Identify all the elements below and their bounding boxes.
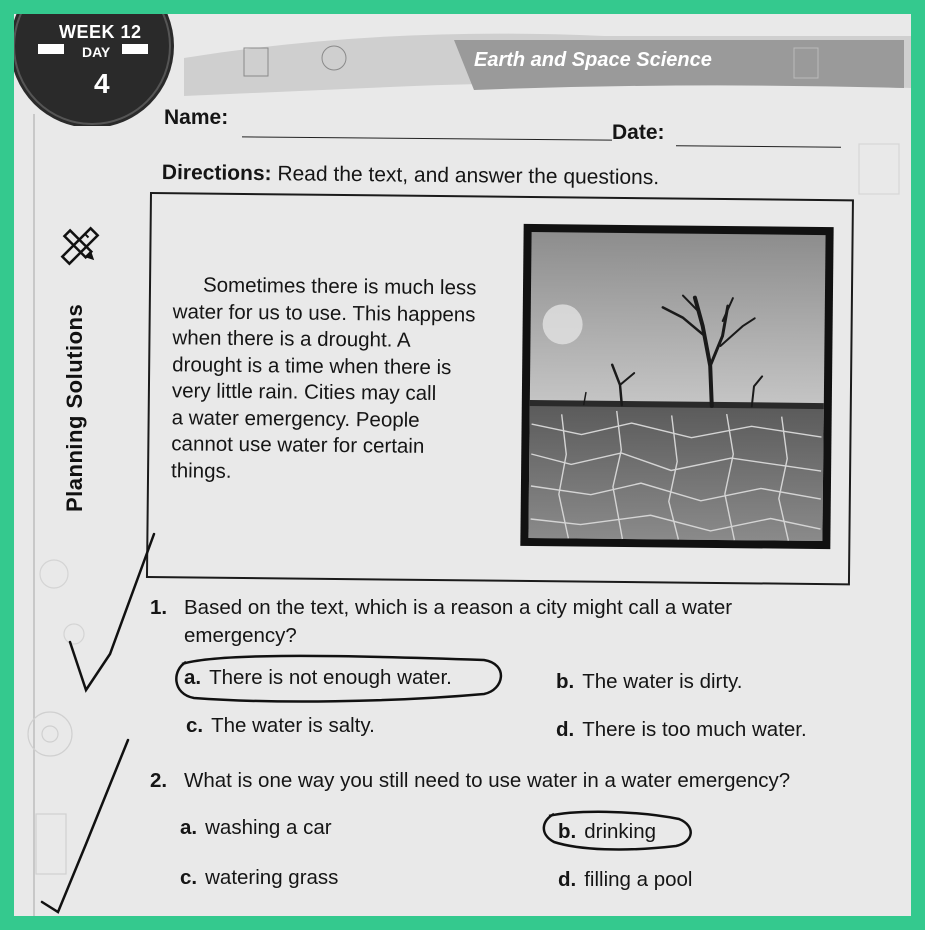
passage-line: drought is a time when there is bbox=[172, 352, 452, 379]
question-number: 1. bbox=[150, 596, 168, 619]
q1-option-d[interactable]: d. There is too much water. bbox=[556, 718, 807, 741]
q2-option-d[interactable]: d. filling a pool bbox=[558, 868, 693, 891]
day-number: 4 bbox=[94, 68, 110, 99]
q1-option-b[interactable]: b. The water is dirty. bbox=[556, 670, 743, 693]
directions-text: Read the text, and answer the questions. bbox=[271, 162, 660, 190]
passage-line: when there is a drought. A bbox=[172, 326, 411, 352]
question-text: What is one way you still need to use water in a water emergency? bbox=[184, 769, 791, 792]
directions-label: Directions: bbox=[161, 161, 272, 186]
q1-option-c[interactable]: c. The water is salty. bbox=[186, 714, 375, 737]
check-mark-q2 bbox=[42, 740, 128, 912]
day-label: DAY bbox=[82, 44, 111, 60]
week-label: WEEK 12 bbox=[59, 22, 142, 42]
question-text: Based on the text, which is a reason a city might call a water emergency? bbox=[184, 596, 733, 647]
q2-option-a[interactable]: a. washing a car bbox=[180, 816, 332, 839]
section-title: Earth and Space Science bbox=[474, 49, 712, 71]
passage-line: water for us to use. This happens bbox=[172, 299, 476, 326]
passage-line: things. bbox=[170, 458, 232, 483]
q1-option-a[interactable]: a. There is not enough water. bbox=[184, 666, 452, 689]
name-label: Name: bbox=[164, 106, 229, 129]
worksheet-page bbox=[14, 14, 911, 916]
sidebar-title: Planning Solutions bbox=[62, 303, 87, 512]
answer-circle-q2 bbox=[544, 812, 691, 850]
date-label: Date: bbox=[612, 121, 665, 144]
passage-line: very little rain. Cities may call bbox=[171, 379, 437, 406]
question-number: 2. bbox=[150, 769, 168, 792]
check-mark-q1 bbox=[70, 534, 154, 690]
passage-line: Sometimes there is much less bbox=[202, 273, 477, 300]
q2-option-c[interactable]: c. watering grass bbox=[180, 866, 339, 889]
handwritten-marks bbox=[14, 14, 911, 916]
q2-option-b[interactable]: b. drinking bbox=[558, 820, 657, 843]
answer-circle-q1 bbox=[176, 656, 501, 702]
passage-line: cannot use water for certain bbox=[171, 432, 425, 458]
passage-line: a water emergency. People bbox=[171, 405, 420, 432]
